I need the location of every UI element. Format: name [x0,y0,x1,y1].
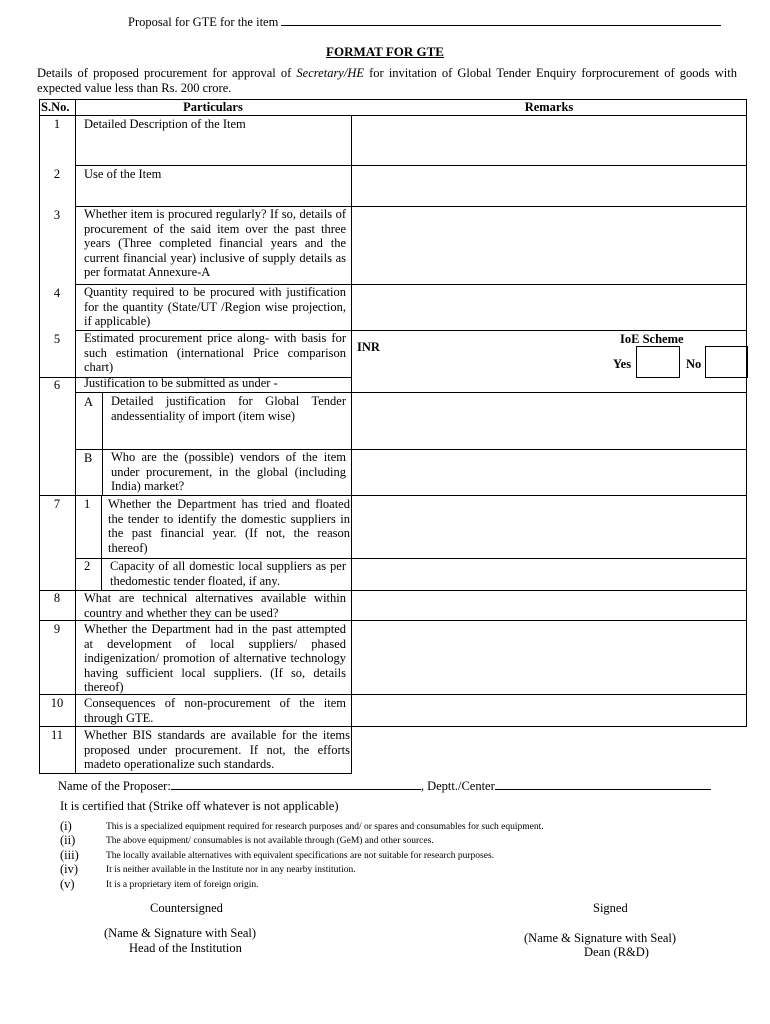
table-rule [101,495,102,590]
row-particulars: Detailed Description of the Item [84,117,246,131]
certified-statement: It is certified that (Strike off whatever is not applicable) [60,799,339,813]
dept-field[interactable] [495,778,711,790]
cert-number: (ii) [60,833,76,847]
row-particulars: What are technical alternatives available within country and whether they can be used? [84,591,346,620]
row-number: 1 [53,117,61,131]
row-number: 3 [53,208,61,222]
row-number: 7 [53,497,61,511]
row-particulars: Whether item is procured regularly? If so, details of procurement of the said item over the past three years (Three completed financial years and the current financial year) inclusive of supply details as per formatat Annexure-A [84,207,346,280]
intro-text-2: for invitation of Global Tender Enquiry forprocurement of goods with expected value less than Rs. 200 crore. [37,66,737,95]
proposal-label: Proposal for GTE for the item [128,15,279,29]
proposal-line [128,14,721,30]
intro-italic: Secretary/HE [296,66,364,80]
left-signatory-title: Head of the Institution [129,941,242,955]
remarks-field[interactable] [353,286,745,329]
remarks-field[interactable] [353,167,745,205]
countersigned-label: Countersigned [150,901,223,915]
remarks-field[interactable] [353,592,745,619]
remarks-field[interactable] [353,117,745,164]
col-remarks-header: Remarks [524,100,574,114]
row-number: 2 [53,167,61,181]
remarks-field[interactable] [353,394,745,448]
yes-label: Yes [613,357,632,371]
sub-item-label: 2 [84,559,91,573]
cert-number: (iii) [60,848,79,862]
row-number: 9 [53,622,61,636]
cert-text: The above equipment/ consumables is not available through (GeM) and other sources. [106,836,434,846]
row-particulars: Estimated procurement price along- with basis for such estimation (international Price comparison chart) [84,331,346,375]
col-sno-header: S.No. [41,100,70,114]
remarks-field[interactable] [353,728,745,772]
cert-text: It is a proprietary item of foreign origin. [106,880,259,890]
remarks-field[interactable] [353,208,745,283]
table-rule [39,495,747,496]
row-particulars: Consequences of non-procurement of the item through GTE. [84,696,346,725]
row-particulars: Whether the Department has tried and floated the tender to identify the domestic suppliers in the past financial year. (If not, the reason thereof) [108,497,350,555]
table-rule [75,165,747,166]
no-label: No [686,357,702,371]
table-rule [746,99,747,727]
cert-text: The locally available alternatives with equivalent specifications are not suitable for research purposes. [106,851,495,861]
yes-checkbox[interactable] [636,346,680,378]
left-signature-caption: (Name & Signature with Seal) [104,926,257,940]
row-particulars: Who are the (possible) vendors of the item under procurement, in the global (including India) market? [111,450,346,494]
remarks-field[interactable] [353,622,745,693]
row-particulars: Whether the Department had in the past attempted at development of local suppliers/ phased indigenization/ promotion of alternative technology having sufficient local suppliers. (If so, details thereof) [84,622,346,695]
row-number: 8 [53,591,61,605]
intro-paragraph [37,66,737,96]
table-rule [39,115,747,116]
row-number: 10 [50,696,64,710]
table-rule [39,726,747,727]
row-particulars: Use of the Item [84,167,162,181]
row-particulars: Quantity required to be procured with justification for the quantity (State/UT /Region wise projection, if applicable) [84,285,346,329]
row-particulars: Detailed justification for Global Tender andessentiality of import (item wise) [111,394,346,423]
cert-number: (iv) [60,862,79,876]
row-particulars: Capacity of all domestic local suppliers as per thedomestic tender floated, if any. [110,559,346,588]
intro-text-1: Details of proposed procurement for approval of [37,66,297,80]
proposer-name-field[interactable] [171,778,421,790]
col-particulars-header: Particulars [183,100,243,114]
sub-item-label: A [84,395,94,409]
row-particulars: Justification to be submitted as under - [84,376,278,390]
proposer-line [58,778,711,794]
cert-number: (i) [60,819,72,833]
table-rule [102,392,103,495]
ioe-scheme-label: IoE Scheme [620,332,684,346]
signed-label: Signed [593,901,628,915]
dept-label: , Deptt./Center [420,779,495,793]
table-rule [75,99,76,773]
right-signatory-title: Dean (R&D) [584,945,649,959]
table-rule [39,99,40,773]
cert-number: (v) [60,877,75,891]
no-checkbox[interactable] [705,346,748,378]
table-rule [39,773,352,774]
row-number: 4 [53,286,61,300]
sub-item-label: 1 [84,497,91,511]
cert-text: It is neither available in the Institute nor in any nearby institution. [106,865,356,875]
remarks-field[interactable] [353,560,745,589]
table-rule [351,115,352,773]
row-number: 5 [53,332,61,346]
remarks-field[interactable] [353,451,745,494]
row-number: 11 [50,728,64,742]
proposer-label: Name of the Proposer: [58,779,171,793]
cert-text: This is a specialized equipment required for research purposes and/ or spares and consumables for such equipment. [106,822,544,832]
right-signature-caption: (Name & Signature with Seal) [524,931,677,945]
row-particulars: Whether BIS standards are available for the items proposed under procurement. If not, the efforts madeto operationalize such standards. [84,728,350,772]
sub-item-label: B [84,451,93,465]
item-blank-field[interactable] [281,14,721,26]
row-number: 6 [53,378,61,392]
inr-label: INR [357,340,380,354]
remarks-field[interactable] [353,696,745,725]
table-rule [75,392,747,393]
remarks-field[interactable] [353,497,745,557]
page-title: FORMAT FOR GTE [326,44,444,59]
